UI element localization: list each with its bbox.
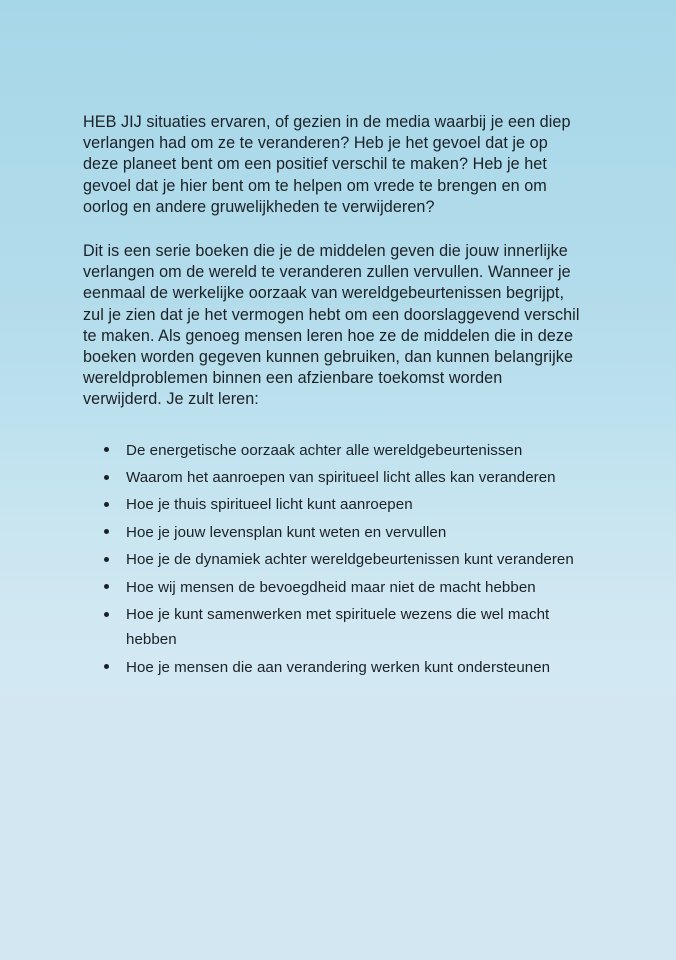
bullet-point-icon: [104, 612, 109, 617]
list-item-label: Hoe je de dynamiek achter wereldgebeurtenissen kunt veranderen: [126, 551, 574, 569]
list-item: [104, 438, 583, 463]
list-item: [104, 520, 583, 545]
bullet-point-icon: [104, 447, 109, 452]
bullet-point-icon: [104, 664, 109, 669]
bullet-point-icon: [104, 475, 109, 480]
document-text-block: [83, 112, 583, 682]
bullet-point-icon: [104, 529, 109, 534]
description-paragraph: Dit is een serie boeken die je de middelen geven die jouw innerlijke verlangen om de wereld te veranderen zullen vervullen. Wanneer je eenmaal de werkelijke oorzaak van wereldgebeurtenissen begrijpt, zul je zien dat je het vermogen hebt om een doorslaggevend verschil te maken. Als genoeg mensen leren hoe ze de middelen die in deze boeken worden gegeven kunnen gebruiken, dan kunnen belangrijke wereldproblemen binnen een afzienbare toekomst worden verwijderd. Je zult leren:: [83, 242, 580, 409]
list-item: [104, 492, 583, 517]
list-item: [104, 465, 583, 490]
list-item: [104, 655, 583, 680]
list-item-label: Hoe je jouw levensplan kunt weten en vervullen: [126, 523, 447, 541]
list-item-label: Hoe je kunt samenwerken met spirituele wezens die wel macht hebben: [126, 606, 550, 649]
bullet-point-icon: [104, 557, 109, 562]
list-item-label: Hoe je thuis spiritueel licht kunt aanroepen: [126, 496, 413, 514]
list-item: [104, 602, 583, 653]
list-item-label: Hoe je mensen die aan verandering werken kunt ondersteunen: [126, 658, 551, 676]
intro-paragraph: HEB JIJ situaties ervaren, of gezien in de media waarbij je een diep verlangen had om ze te veranderen? Heb je het gevoel dat je op deze planeet bent om een positief verschil te maken? Heb je het gevoel dat je hier bent om te helpen om vrede te brengen en om oorlog en andere gruwelijkheden te verwijderen?: [83, 113, 571, 216]
bullet-point-icon: [104, 584, 109, 589]
learning-points-list: [104, 438, 583, 681]
list-item-label: De energetische oorzaak achter alle wereldgebeurtenissen: [126, 441, 523, 459]
list-item: [104, 547, 583, 572]
list-item-label: Hoe wij mensen de bevoegdheid maar niet de macht hebben: [126, 578, 536, 596]
list-item-label: Waarom het aanroepen van spiritueel licht alles kan veranderen: [126, 469, 556, 487]
list-item: [104, 575, 583, 600]
bullet-point-icon: [104, 502, 109, 507]
